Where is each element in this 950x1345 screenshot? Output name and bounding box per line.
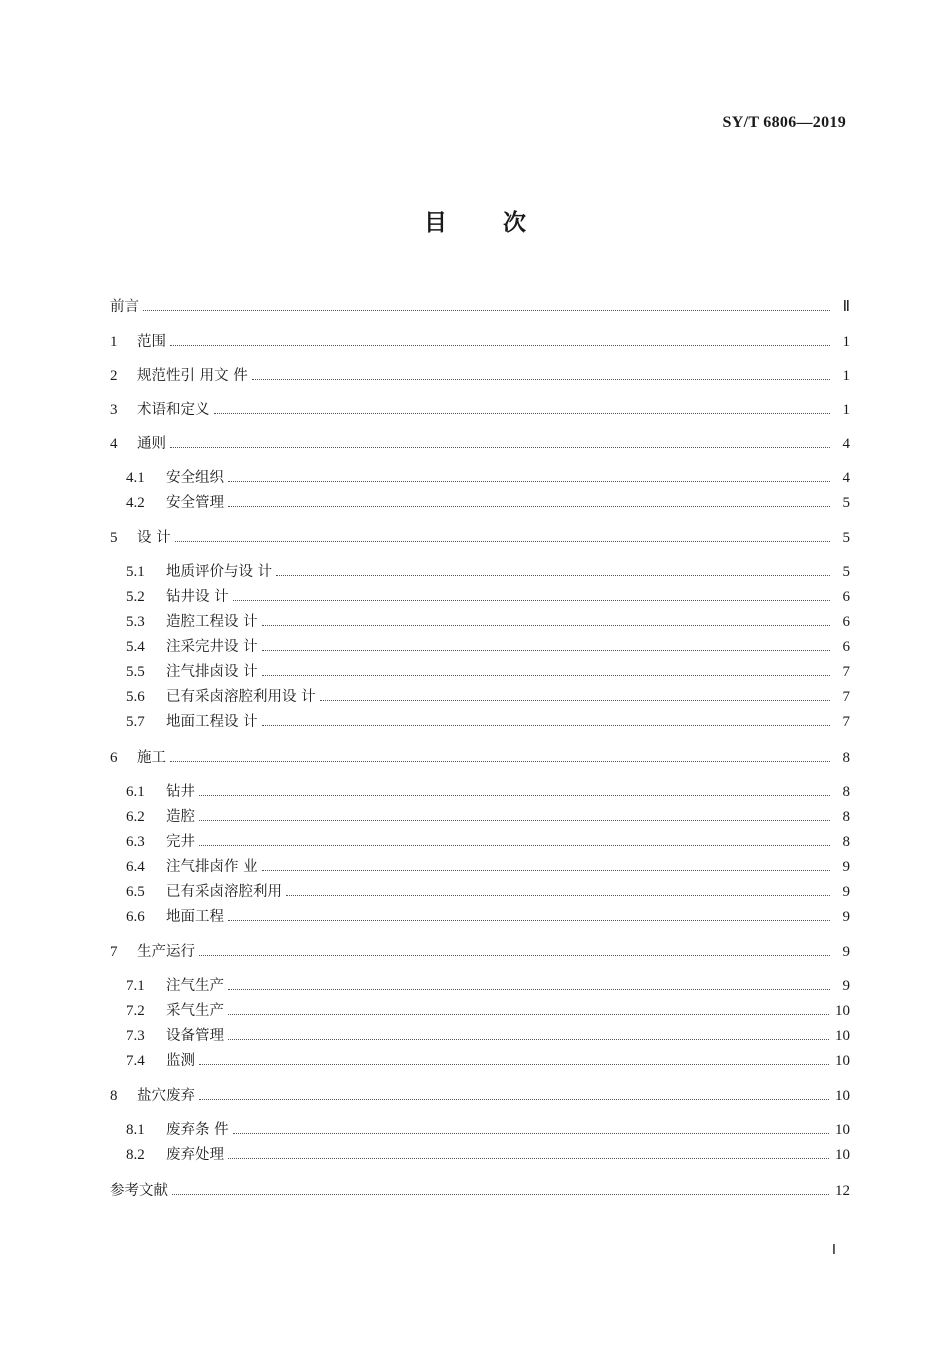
dot-leader bbox=[199, 844, 830, 846]
toc-entry-label: 废弃处理 bbox=[166, 1147, 224, 1163]
toc-entry-label: 地面工程设 计 bbox=[166, 714, 258, 730]
toc-entry-page: 10 bbox=[835, 1028, 850, 1044]
dot-leader bbox=[172, 1193, 829, 1195]
toc-entry-label: 注气生产 bbox=[166, 978, 224, 994]
toc-entry[interactable] bbox=[126, 831, 850, 853]
toc-entry-number: 5.4 bbox=[126, 639, 145, 655]
dot-leader bbox=[228, 919, 830, 921]
toc-entry[interactable] bbox=[110, 331, 850, 353]
toc-entry-page: 6 bbox=[842, 614, 850, 630]
toc-entry-number: 6 bbox=[110, 750, 118, 766]
toc-entry-label: 前言 bbox=[110, 299, 139, 315]
toc-entry-number: 8.1 bbox=[126, 1122, 145, 1138]
dot-leader bbox=[199, 819, 830, 821]
toc-entry-label: 规范性引 用文 件 bbox=[137, 368, 248, 384]
dot-leader bbox=[170, 760, 830, 762]
toc-entry[interactable] bbox=[126, 686, 850, 708]
toc-entry-label: 造腔工程设 计 bbox=[166, 614, 258, 630]
toc-entry-number: 4.2 bbox=[126, 495, 145, 511]
toc-entry-label: 已有采卤溶腔利用设 计 bbox=[166, 689, 316, 705]
dot-leader bbox=[262, 674, 830, 676]
dot-leader bbox=[199, 954, 830, 956]
dot-leader bbox=[286, 894, 830, 896]
toc-entry-page: 10 bbox=[835, 1003, 850, 1019]
dot-leader bbox=[228, 988, 830, 990]
toc-entry[interactable] bbox=[126, 856, 850, 878]
dot-leader bbox=[199, 1098, 829, 1100]
toc-entry[interactable] bbox=[110, 747, 850, 769]
toc-entry-page: 10 bbox=[835, 1088, 850, 1104]
toc-entry-label: 安全管理 bbox=[166, 495, 224, 511]
dot-leader bbox=[262, 649, 830, 651]
dot-leader bbox=[320, 699, 830, 701]
toc-entry[interactable] bbox=[110, 296, 850, 318]
toc-entry[interactable] bbox=[126, 1050, 850, 1072]
toc-entry-label: 钻井 bbox=[166, 784, 195, 800]
toc-entry-label: 设 计 bbox=[137, 530, 171, 546]
page-number: Ⅰ bbox=[831, 1243, 836, 1258]
toc-entry-number: 6.1 bbox=[126, 784, 145, 800]
toc-entry[interactable] bbox=[126, 711, 850, 733]
toc-entry-number: 5.2 bbox=[126, 589, 145, 605]
toc-entry-label: 通则 bbox=[137, 436, 166, 452]
toc-entry-number: 7 bbox=[110, 944, 118, 960]
dot-leader bbox=[228, 480, 830, 482]
toc-entry-label: 参考文献 bbox=[110, 1183, 168, 1199]
page-title bbox=[0, 204, 950, 237]
dot-leader bbox=[262, 624, 830, 626]
toc-entry[interactable] bbox=[126, 906, 850, 928]
dot-leader bbox=[228, 1038, 829, 1040]
toc-entry-page: Ⅱ bbox=[842, 299, 850, 315]
toc-entry-number: 4 bbox=[110, 436, 118, 452]
toc-entry[interactable] bbox=[126, 586, 850, 608]
toc-entry-page: 5 bbox=[842, 495, 850, 511]
toc-entry-number: 5.1 bbox=[126, 564, 145, 580]
toc-entry[interactable] bbox=[126, 1119, 850, 1141]
toc-entry[interactable] bbox=[126, 636, 850, 658]
toc-entry-page: 5 bbox=[842, 530, 850, 546]
toc-entry-number: 8.2 bbox=[126, 1147, 145, 1163]
toc-entry-number: 2 bbox=[110, 368, 118, 384]
toc-entry-label: 生产运行 bbox=[137, 944, 195, 960]
dot-leader bbox=[233, 599, 830, 601]
toc-entry-label: 废弃条 件 bbox=[166, 1122, 229, 1138]
toc-entry-number: 5.5 bbox=[126, 664, 145, 680]
toc-entry-page: 9 bbox=[842, 978, 850, 994]
toc-entry[interactable] bbox=[126, 1000, 850, 1022]
toc-entry[interactable] bbox=[110, 365, 850, 387]
toc-entry-page: 10 bbox=[835, 1053, 850, 1069]
toc-entry-page: 8 bbox=[842, 809, 850, 825]
dot-leader bbox=[170, 446, 830, 448]
toc-entry-page: 5 bbox=[842, 564, 850, 580]
toc-entry-label: 盐穴废弃 bbox=[137, 1088, 195, 1104]
dot-leader bbox=[233, 1132, 829, 1134]
toc-entry-page: 1 bbox=[842, 402, 850, 418]
toc-entry[interactable] bbox=[110, 1180, 850, 1202]
toc-entry-number: 5.7 bbox=[126, 714, 145, 730]
toc-entry-page: 9 bbox=[842, 884, 850, 900]
toc-entry[interactable] bbox=[126, 467, 850, 489]
toc-entry-page: 4 bbox=[842, 436, 850, 452]
toc-entry-label: 术语和定义 bbox=[137, 402, 210, 418]
toc-entry-label: 完井 bbox=[166, 834, 195, 850]
toc-entry-number: 4.1 bbox=[126, 470, 145, 486]
toc-entry-page: 1 bbox=[842, 368, 850, 384]
toc-entry-number: 6.6 bbox=[126, 909, 145, 925]
dot-leader bbox=[199, 794, 830, 796]
toc-entry-page: 7 bbox=[842, 714, 850, 730]
toc-entry[interactable] bbox=[126, 975, 850, 997]
toc-entry[interactable] bbox=[126, 661, 850, 683]
toc-entry-label: 地面工程 bbox=[166, 909, 224, 925]
dot-leader bbox=[262, 724, 830, 726]
toc-entry-number: 8 bbox=[110, 1088, 118, 1104]
toc-entry-number: 6.3 bbox=[126, 834, 145, 850]
toc-entry-number: 6.4 bbox=[126, 859, 145, 875]
toc-entry[interactable] bbox=[110, 1085, 850, 1107]
toc-entry-number: 6.5 bbox=[126, 884, 145, 900]
toc-entry-page: 8 bbox=[842, 750, 850, 766]
toc-entry[interactable] bbox=[126, 806, 850, 828]
toc-entry-label: 注采完井设 计 bbox=[166, 639, 258, 655]
toc-entry-number: 5.3 bbox=[126, 614, 145, 630]
dot-leader bbox=[228, 1157, 829, 1159]
toc-entry-label: 地质评价与设 计 bbox=[166, 564, 273, 580]
dot-leader bbox=[252, 378, 830, 380]
dot-leader bbox=[262, 869, 830, 871]
toc-entry-label: 安全组织 bbox=[166, 470, 224, 486]
toc-entry[interactable] bbox=[126, 1025, 850, 1047]
dot-leader bbox=[199, 1063, 829, 1065]
toc-entry-label: 采气生产 bbox=[166, 1003, 224, 1019]
toc-entry[interactable] bbox=[126, 781, 850, 803]
toc-entry[interactable] bbox=[110, 527, 850, 549]
toc-entry-label: 钻井设 计 bbox=[166, 589, 229, 605]
toc-entry-number: 5 bbox=[110, 530, 118, 546]
toc-entry-label: 注气排卤设 计 bbox=[166, 664, 258, 680]
toc-entry-number: 7.3 bbox=[126, 1028, 145, 1044]
toc-entry-label: 范围 bbox=[137, 334, 166, 350]
dot-leader bbox=[276, 574, 830, 576]
toc-entry[interactable] bbox=[126, 492, 850, 514]
toc-entry[interactable] bbox=[110, 433, 850, 455]
toc-entry-number: 7.2 bbox=[126, 1003, 145, 1019]
toc-entry-page: 9 bbox=[842, 859, 850, 875]
dot-leader bbox=[228, 1013, 829, 1015]
dot-leader bbox=[214, 412, 831, 414]
toc-entry-number: 1 bbox=[110, 334, 118, 350]
toc-entry-label: 注气排卤作 业 bbox=[166, 859, 258, 875]
page-title-char-1: 目 bbox=[424, 210, 447, 236]
toc-entry-page: 8 bbox=[842, 834, 850, 850]
toc-entry[interactable] bbox=[126, 561, 850, 583]
dot-leader bbox=[175, 540, 830, 542]
toc-entry-number: 7.1 bbox=[126, 978, 145, 994]
toc-entry-page: 10 bbox=[835, 1122, 850, 1138]
toc-entry-page: 8 bbox=[842, 784, 850, 800]
toc-entry-label: 设备管理 bbox=[166, 1028, 224, 1044]
toc-entry-number: 5.6 bbox=[126, 689, 145, 705]
dot-leader bbox=[228, 505, 830, 507]
page-title-char-2: 次 bbox=[503, 210, 526, 236]
toc-entry-number: 7.4 bbox=[126, 1053, 145, 1069]
dot-leader bbox=[143, 309, 830, 311]
toc-entry-label: 造腔 bbox=[166, 809, 195, 825]
toc-entry[interactable] bbox=[110, 399, 850, 421]
toc-entry-page: 7 bbox=[842, 664, 850, 680]
toc-entry-page: 9 bbox=[842, 909, 850, 925]
toc-entry-label: 施工 bbox=[137, 750, 166, 766]
toc-entry-page: 6 bbox=[842, 639, 850, 655]
standard-code: SY/T 6806—2019 bbox=[722, 114, 846, 131]
toc-entry-label: 监测 bbox=[166, 1053, 195, 1069]
toc-entry-number: 6.2 bbox=[126, 809, 145, 825]
toc-entry[interactable] bbox=[126, 611, 850, 633]
toc-entry-number: 3 bbox=[110, 402, 118, 418]
toc-entry-page: 9 bbox=[842, 944, 850, 960]
toc-entry-page: 1 bbox=[842, 334, 850, 350]
dot-leader bbox=[170, 344, 830, 346]
toc-entry-page: 12 bbox=[835, 1183, 850, 1199]
toc-entry-page: 7 bbox=[842, 689, 850, 705]
toc-entry[interactable] bbox=[126, 1144, 850, 1166]
toc-entry-label: 已有采卤溶腔利用 bbox=[166, 884, 282, 900]
toc-entry-page: 6 bbox=[842, 589, 850, 605]
toc-entry-page: 10 bbox=[835, 1147, 850, 1163]
toc-entry[interactable] bbox=[126, 881, 850, 903]
toc-entry[interactable] bbox=[110, 941, 850, 963]
toc-entry-page: 4 bbox=[842, 470, 850, 486]
